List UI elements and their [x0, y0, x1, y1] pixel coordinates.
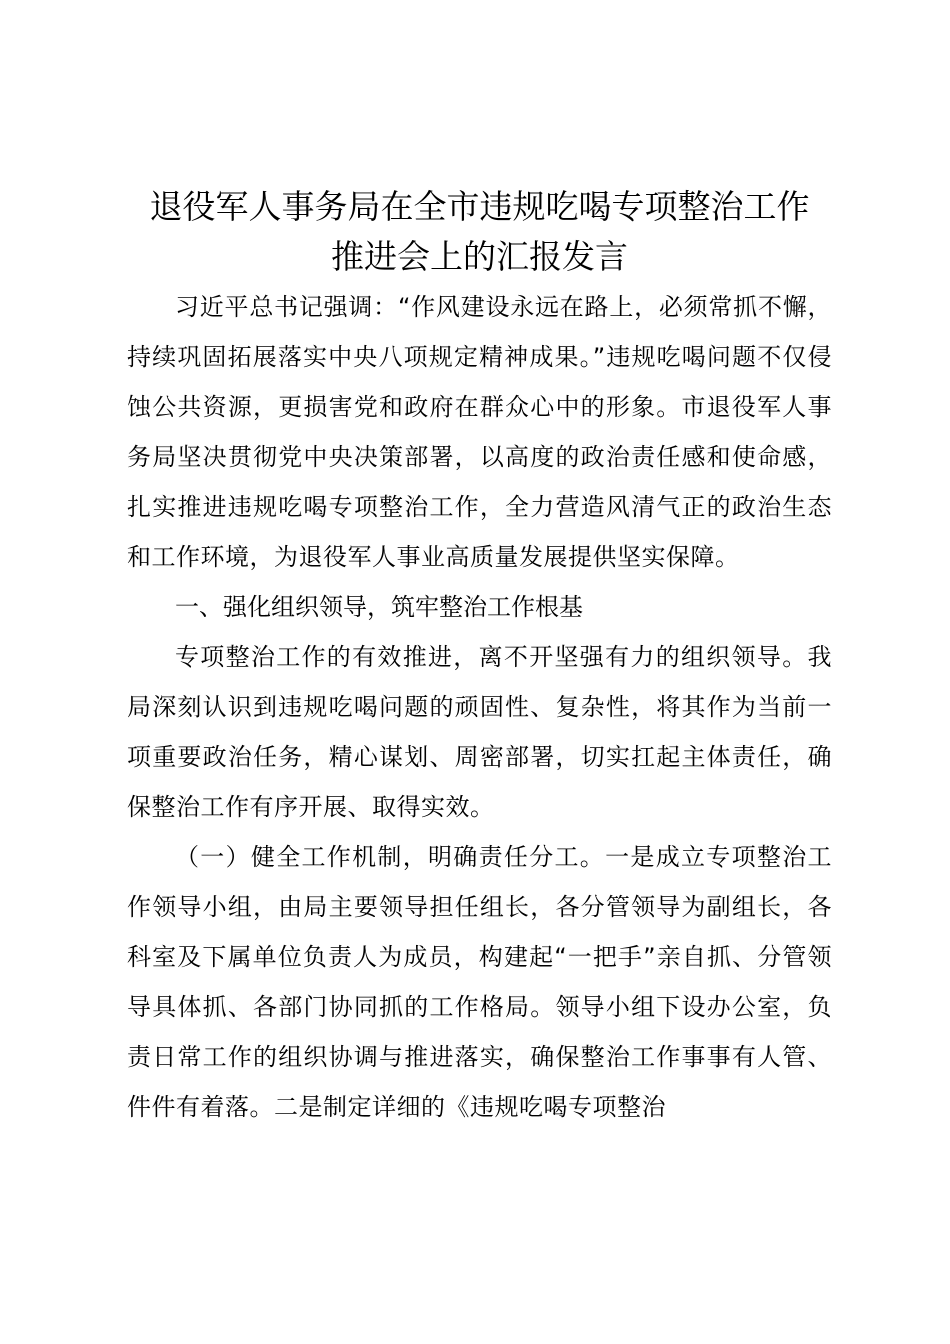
document-title — [127, 182, 832, 282]
paragraph-subsection-1: （一）健全工作机制，明确责任分工。一是成立专项整治工作领导小组，由局主要领导担任组长，各分管领导为副组长，各科室及下属单位负责人为成员，构建起“一把手”亲自抓、分管领导具体抓、各部门协同抓的工作格局。领导小组下设办公室，负责日常工作的组织协调与推进落实，确保整治工作事事有人管、件件有着落。二是制定详细的《违规吃喝专项整治 — [127, 843, 832, 1121]
document-page — [127, 182, 832, 1132]
section-heading-1: 一、强化组织领导，筑牢整治工作根基 — [175, 593, 583, 621]
title-line-1: 退役军人事务局在全市违规吃喝专项整治工作 — [149, 187, 810, 226]
title-line-2: 推进会上的汇报发言 — [331, 237, 628, 276]
paragraph-section-1: 专项整治工作的有效推进，离不开坚强有力的组织领导。我局深刻认识到违规吃喝问题的顽固性、复杂性，将其作为当前一项重要政治任务，精心谋划、周密部署，切实扛起主体责任，确保整治工作有序开展、取得实效。 — [127, 643, 832, 821]
paragraph-intro: 习近平总书记强调：“作风建设永远在路上，必须常抓不懈，持续巩固拓展落实中央八项规定精神成果。”违规吃喝问题不仅侵蚀公共资源，更损害党和政府在群众心中的形象。市退役军人事务局坚决贯彻党中央决策部署，以高度的政治责任感和使命感，扎实推进违规吃喝专项整治工作，全力营造风清气正的政治生态和工作环境，为退役军人事业高质量发展提供坚实保障。 — [127, 293, 832, 571]
